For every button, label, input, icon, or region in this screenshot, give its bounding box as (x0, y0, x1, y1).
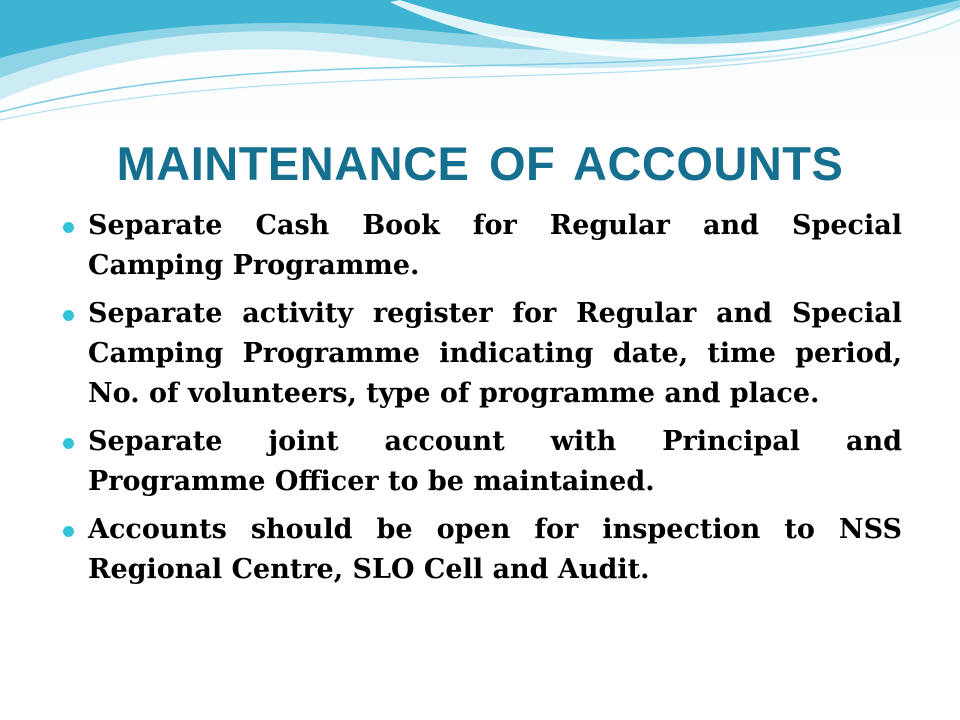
bullet-item (60, 206, 902, 286)
bullet-item (60, 294, 902, 414)
bullet-list (60, 206, 902, 598)
bullet-dot-icon (63, 438, 74, 449)
bullet-text: Separate joint account with Principal and Programme Officer to be maintained. (88, 426, 902, 497)
bullet-dot-icon (63, 526, 74, 537)
bullet-text: Accounts should be open for inspection to NSS Regional Centre, SLO Cell and Audit. (88, 514, 902, 585)
bullet-dot-icon (63, 310, 74, 321)
bullet-item (60, 422, 902, 502)
bullet-text: Separate Cash Book for Regular and Special Camping Programme. (88, 210, 902, 281)
slide-title: MAINTENANCE OF ACCOUNTS (116, 137, 844, 190)
bullet-text: Separate activity register for Regular and Special Camping Programme indicating date, time period, No. of volunteers, type of programme and place. (88, 298, 902, 409)
header-wave-decoration (0, 0, 960, 130)
bullet-item (60, 510, 902, 590)
bullet-dot-icon (63, 222, 74, 233)
